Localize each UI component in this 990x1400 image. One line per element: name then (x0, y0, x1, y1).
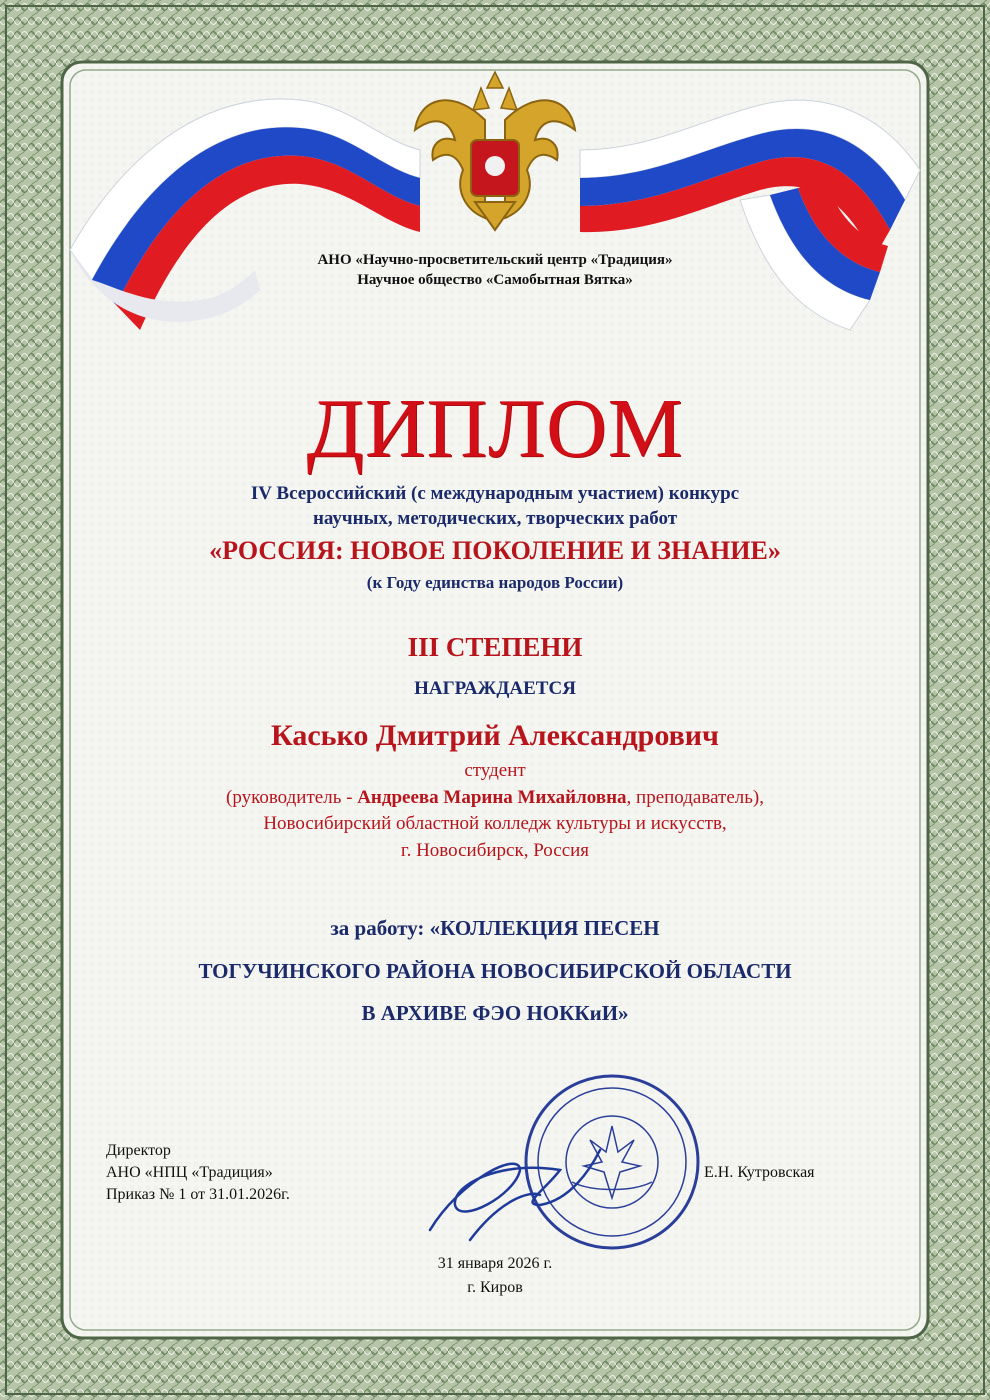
issue-place: г. Киров (467, 1279, 523, 1296)
contest-line-1: IV Всероссийский (с международным участием) конкурс (250, 483, 740, 504)
work-line-2: ТОГУЧИНСКОГО РАЙОНА НОВОСИБИРСКОЙ ОБЛАСТИ (198, 959, 792, 983)
order-number: Приказ № 1 от 31.01.2026г. (106, 1186, 290, 1203)
contest-theme: «РОССИЯ: НОВОЕ ПОКОЛЕНИЕ И ЗНАНИЕ» (209, 536, 781, 565)
recipient-role: студент (464, 760, 526, 781)
work-line-1: за работу: «КОЛЛЕКЦИЯ ПЕСЕН (330, 916, 660, 940)
supervisor-suffix: , преподаватель), (626, 787, 764, 808)
director-name: Е.Н. Кутровская (704, 1164, 815, 1181)
supervisor-prefix: (руководитель - (226, 787, 358, 808)
recipient-name: Касько Дмитрий Александрович (271, 719, 719, 752)
director-title: Директор (106, 1142, 171, 1159)
awarded-label: НАГРАЖДАЕТСЯ (414, 678, 576, 699)
work-line-3: В АРХИВЕ ФЭО НОККиИ» (361, 1001, 629, 1025)
supervisor-line (0, 787, 990, 809)
contest-subtitle: (к Году единства народов России) (366, 573, 624, 592)
institution: Новосибирский областной колледж культуры и искусств, (263, 813, 727, 834)
contest-line-2: научных, методических, творческих работ (312, 508, 678, 529)
issue-date: 31 января 2026 г. (437, 1255, 553, 1272)
org-line-1: АНО «Научно-просветительский центр «Традиция» (317, 252, 673, 268)
city: г. Новосибирск, Россия (400, 840, 590, 861)
supervisor-name: Андреева Марина Михайловна (357, 787, 627, 808)
diploma-title: ДИПЛОМ (306, 382, 684, 475)
org-line-2: Научное общество «Самобытная Вятка» (357, 272, 633, 288)
award-degree: III СТЕПЕНИ (407, 632, 583, 662)
director-org: АНО «НПЦ «Традиция» (106, 1164, 273, 1181)
